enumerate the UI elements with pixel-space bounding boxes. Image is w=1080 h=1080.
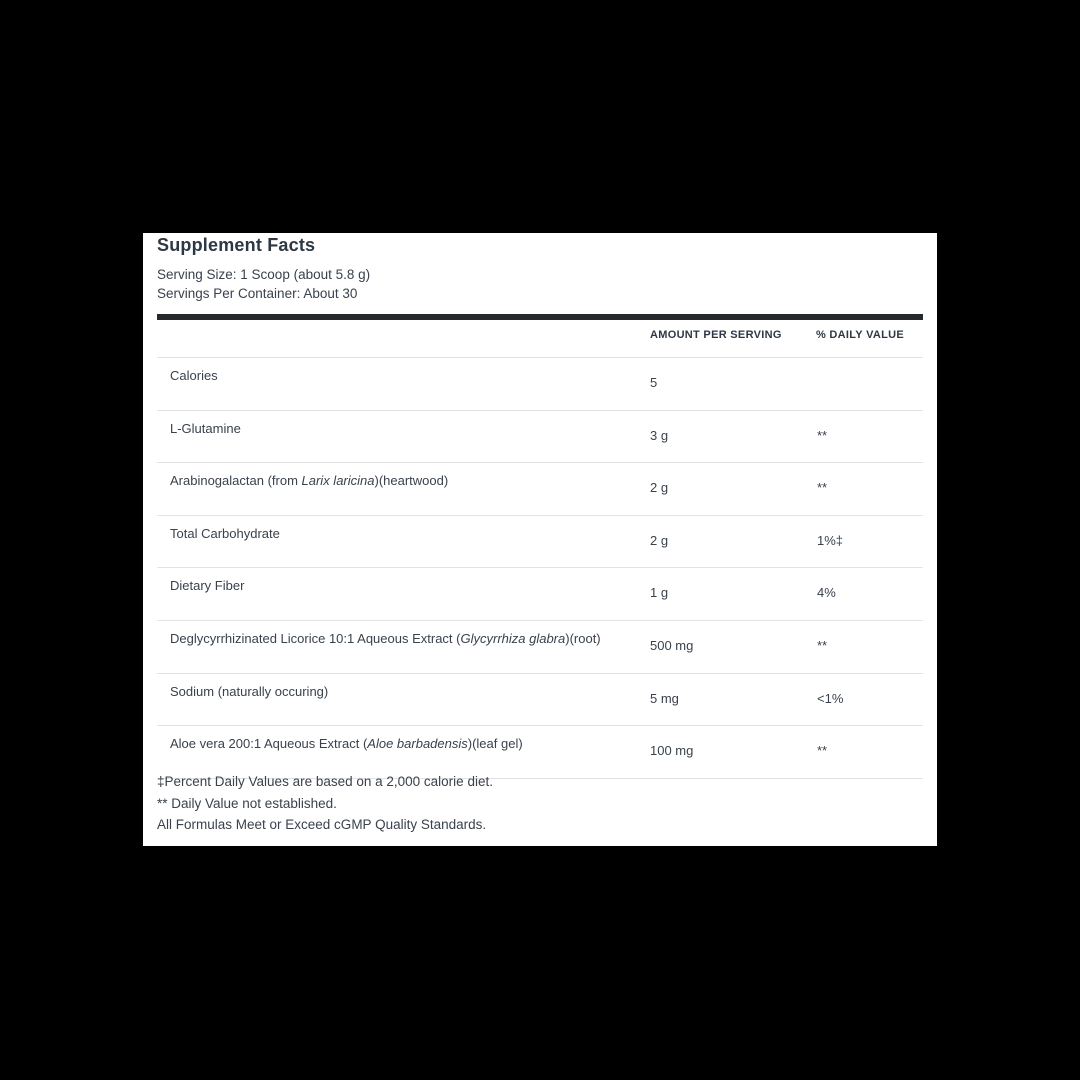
table-row (157, 674, 923, 727)
amount-per-serving-value: 5 mg (650, 690, 679, 706)
daily-value: 4% (817, 585, 836, 601)
footnotes (157, 771, 907, 836)
supplement-facts-panel (143, 233, 937, 846)
table-row (157, 516, 923, 569)
ingredient-name: Calories (170, 368, 218, 383)
ingredient-name: Dietary Fiber (170, 578, 245, 594)
facts-table-rows (157, 357, 923, 779)
serving-size: Serving Size: 1 Scoop (about 5.8 g) (157, 267, 371, 282)
daily-value: 1%‡ (817, 532, 844, 548)
footnote-cgmp: All Formulas Meet or Exceed cGMP Quality Standards. (157, 817, 487, 832)
amount-per-serving-value: 500 mg (650, 637, 694, 653)
column-header-amount-per-serving: AMOUNT PER SERVING (650, 329, 782, 341)
amount-per-serving-value: 3 g (650, 427, 669, 443)
footnote-daily-values: ‡Percent Daily Values are based on a 2,000 calorie diet. (157, 774, 493, 789)
daily-value: ** (817, 637, 828, 653)
ingredient-name: Aloe vera 200:1 Aqueous Extract (Aloe barbadensis)(leaf gel) (170, 736, 523, 752)
ingredient-name: Deglycyrrhizinated Licorice 10:1 Aqueous Extract (Glycyrrhiza glabra)(root) (170, 630, 601, 646)
header-bar (157, 314, 923, 320)
amount-per-serving-value: 2 g (650, 480, 669, 496)
amount-per-serving-value: 100 mg (650, 743, 694, 759)
ingredient-name: Arabinogalactan (from Larix laricina)(heartwood) (170, 473, 449, 489)
daily-value: <1% (817, 690, 844, 706)
table-row (157, 463, 923, 516)
daily-value: ** (817, 427, 828, 443)
ingredient-name: Sodium (naturally occuring) (170, 683, 329, 699)
daily-value: ** (817, 743, 828, 759)
table-row (157, 411, 923, 464)
servings-per-container: Servings Per Container: About 30 (157, 286, 358, 301)
table-row (157, 568, 923, 621)
amount-per-serving-value: 1 g (650, 585, 669, 601)
panel-title: Supplement Facts (157, 235, 316, 255)
ingredient-name: Total Carbohydrate (170, 525, 280, 541)
table-row (157, 358, 923, 411)
daily-value: ** (817, 480, 828, 496)
table-row (157, 621, 923, 674)
footnote-dv-not-established: ** Daily Value not established. (157, 795, 337, 811)
ingredient-name: L-Glutamine (170, 420, 241, 436)
column-header-percent-daily-value: % DAILY VALUE (816, 329, 905, 341)
amount-per-serving-value: 5 (650, 375, 658, 390)
amount-per-serving-value: 2 g (650, 532, 669, 548)
